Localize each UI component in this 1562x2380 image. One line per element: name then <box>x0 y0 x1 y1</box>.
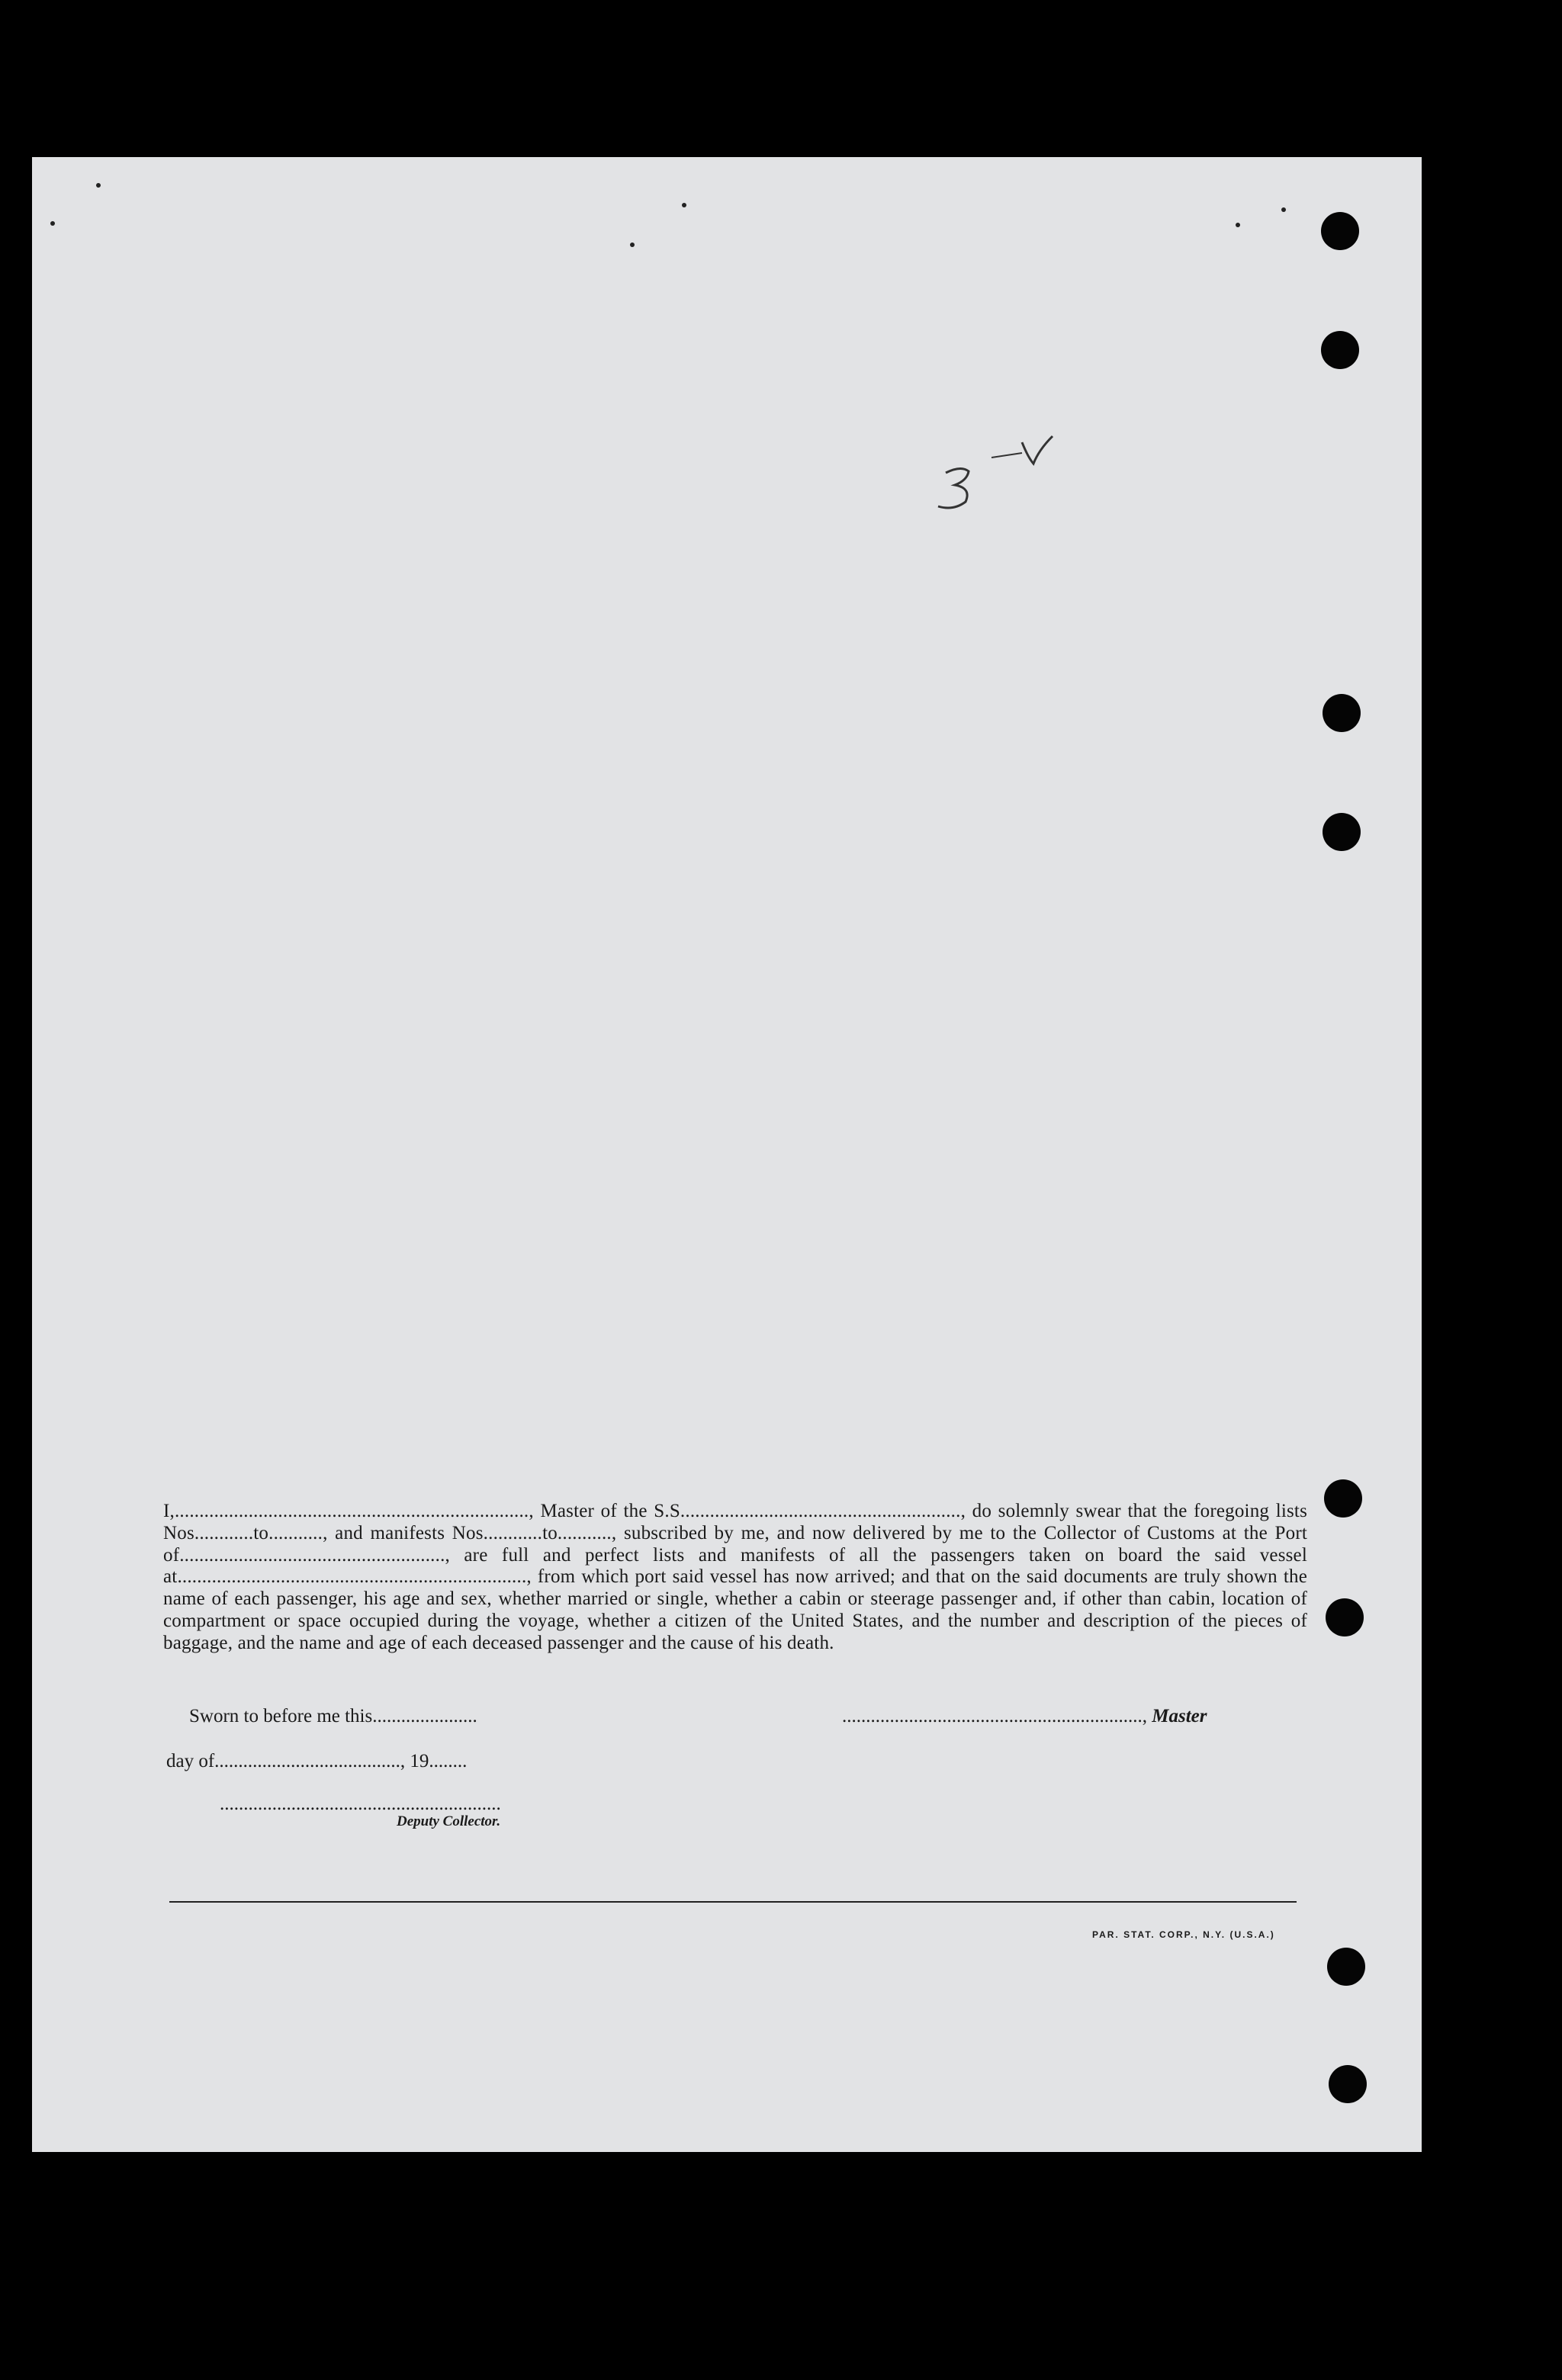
oath-paragraph: I,........................................................................, Master of the S.S........................................................., do solemnly swear that the foregoing lists Nos............to..........., and manifests Nos............to..........., subscribed by me, and now delivered by me to the Collector of Customs at the Port of......................................................, are full and perfect lists and manifests of all the passengers taken on board the said vessel at......................................................................., from which port said vessel has now arrived; and that on the said documents are truly shown the name of each passenger, his age and sex, whether married or single, whether a cabin or steerage passenger and, if other than cabin, location of compartment or space occupied during the voyage, whether a citizen of the United States, and the number and description of the pieces of baggage, and the name and age of each deceased passenger and the cause of his death. <box>163 1501 1307 1653</box>
printer-mark: PAR. STAT. CORP., N.Y. (U.S.A.) <box>1092 1929 1275 1940</box>
sworn-line: Sworn to before me this...................... <box>189 1706 477 1726</box>
punch-hole <box>1323 813 1361 851</box>
document-page <box>32 157 1422 2152</box>
master-label: Master <box>1152 1706 1207 1726</box>
deputy-label-text: Deputy Collector. <box>397 1813 501 1829</box>
punch-hole <box>1321 331 1359 369</box>
speck-mark <box>96 183 101 188</box>
master-dots: ..............................................................., <box>842 1706 1147 1726</box>
master-signature-line <box>842 1706 1207 1727</box>
speck-mark <box>682 203 686 207</box>
deputy-dots: ........................................................... <box>220 1794 501 1814</box>
punch-hole <box>1327 1948 1365 1986</box>
speck-mark <box>1236 223 1240 227</box>
punch-hole <box>1324 1479 1362 1518</box>
divider-rule <box>169 1901 1297 1903</box>
punch-hole <box>1329 2065 1367 2103</box>
punch-hole <box>1323 694 1361 732</box>
deputy-collector-label <box>397 1813 500 1830</box>
punch-hole <box>1321 212 1359 250</box>
speck-mark <box>1281 207 1286 212</box>
punch-hole <box>1326 1598 1364 1636</box>
speck-mark <box>630 242 635 247</box>
speck-mark <box>50 221 55 226</box>
day-line: day of......................................., 19........ <box>166 1751 468 1771</box>
handwritten-mark <box>908 427 1075 519</box>
